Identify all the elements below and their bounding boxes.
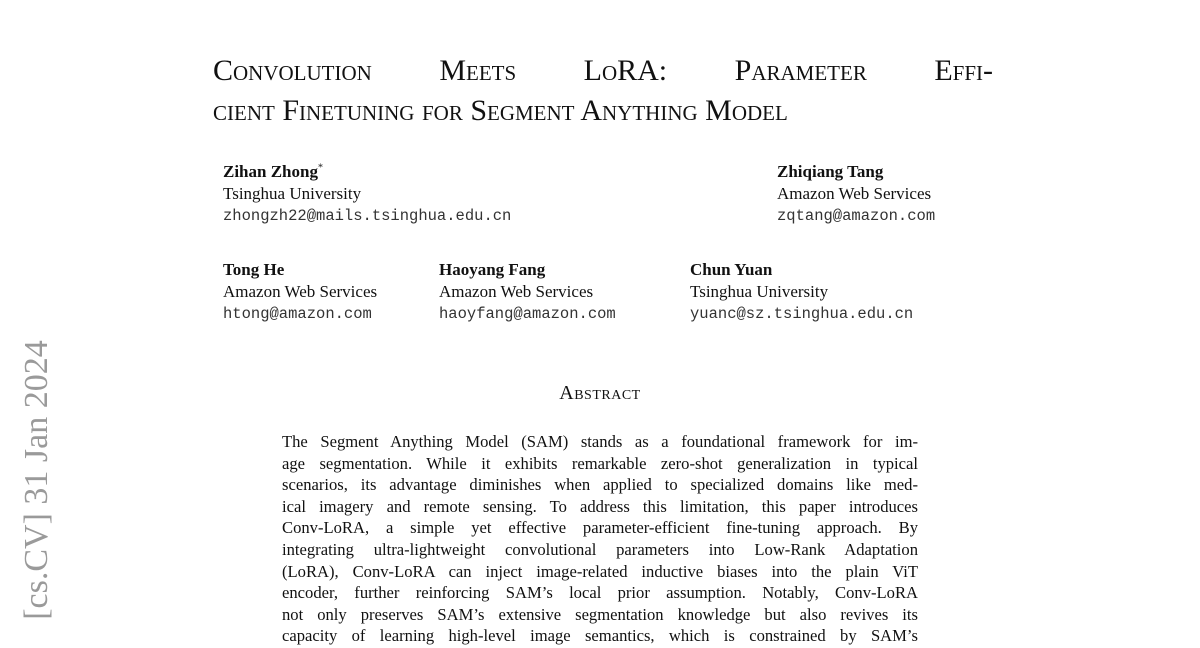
author-affiliation: Tsinghua University: [223, 184, 362, 203]
author-name-container: [223, 161, 511, 183]
author-footnote-mark: *: [317, 162, 323, 174]
arxiv-side-stamp-text: [cs.CV] 31 Jan 2024: [18, 340, 55, 620]
author-affiliation: Amazon Web Services: [223, 282, 378, 301]
abstract-line: not only preserves SAM’s extensive segmentation knowledge but also revives its: [282, 604, 918, 624]
abstract-line: capacity of learning high-level image semantics, which is constrained by SAM’s: [282, 626, 918, 646]
abstract-line: Conv-LoRA, a simple yet effective parameter-efficient fine-tuning approach. By: [282, 518, 918, 538]
paper-title-line-1: Convolution Meets LoRA: Parameter Effi-: [213, 54, 993, 87]
author-email-link[interactable]: haoyfang@amazon.com: [439, 305, 616, 323]
abstract-line: scenarios, its advantage diminishes when applied to specialized domains like med-: [282, 475, 918, 495]
abstract-line: ical imagery and remote sensing. To address this limitation, this paper introduces: [282, 496, 918, 516]
author-affiliation: Amazon Web Services: [439, 282, 594, 301]
author-affiliation: Amazon Web Services: [777, 184, 932, 203]
abstract-line: encoder, further reinforcing SAM’s local prior assumption. Notably, Conv-LoRA: [282, 583, 918, 603]
author-email-link[interactable]: zqtang@amazon.com: [777, 207, 936, 225]
author-block: [690, 259, 913, 325]
author-name: Zihan Zhong: [223, 162, 318, 181]
abstract-line: The Segment Anything Model (SAM) stands as a foundational framework for im-: [282, 432, 918, 451]
author-block: [439, 259, 616, 325]
author-email-link[interactable]: htong@amazon.com: [223, 305, 372, 323]
author-name: Tong He: [223, 260, 285, 279]
author-email-link[interactable]: yuanc@sz.tsinghua.edu.cn: [690, 305, 914, 323]
abstract-line: (LoRA), Conv-LoRA can inject image-related inductive biases into the plain ViT: [282, 561, 918, 581]
author-affiliation: Tsinghua University: [690, 282, 829, 301]
paper-title-line-2: cient Finetuning for Segment Anything Model: [213, 94, 788, 127]
abstract-body: [282, 431, 918, 647]
abstract-heading: Abstract: [559, 382, 641, 404]
author-name: Haoyang Fang: [439, 260, 546, 279]
author-block: [223, 161, 511, 227]
author-block: [777, 161, 935, 227]
arxiv-side-stamp: [12, 315, 62, 645]
author-email-link[interactable]: zhongzh22@mails.tsinghua.edu.cn: [223, 207, 512, 225]
author-name: Zhiqiang Tang: [777, 162, 884, 181]
abstract-line: age segmentation. While it exhibits remarkable zero-shot generalization in typical: [282, 453, 918, 473]
author-block: [223, 259, 377, 325]
author-name: Chun Yuan: [690, 260, 773, 279]
abstract-line: integrating ultra-lightweight convolutional parameters into Low-Rank Adaptation: [282, 539, 918, 559]
paper-title: [213, 51, 993, 131]
